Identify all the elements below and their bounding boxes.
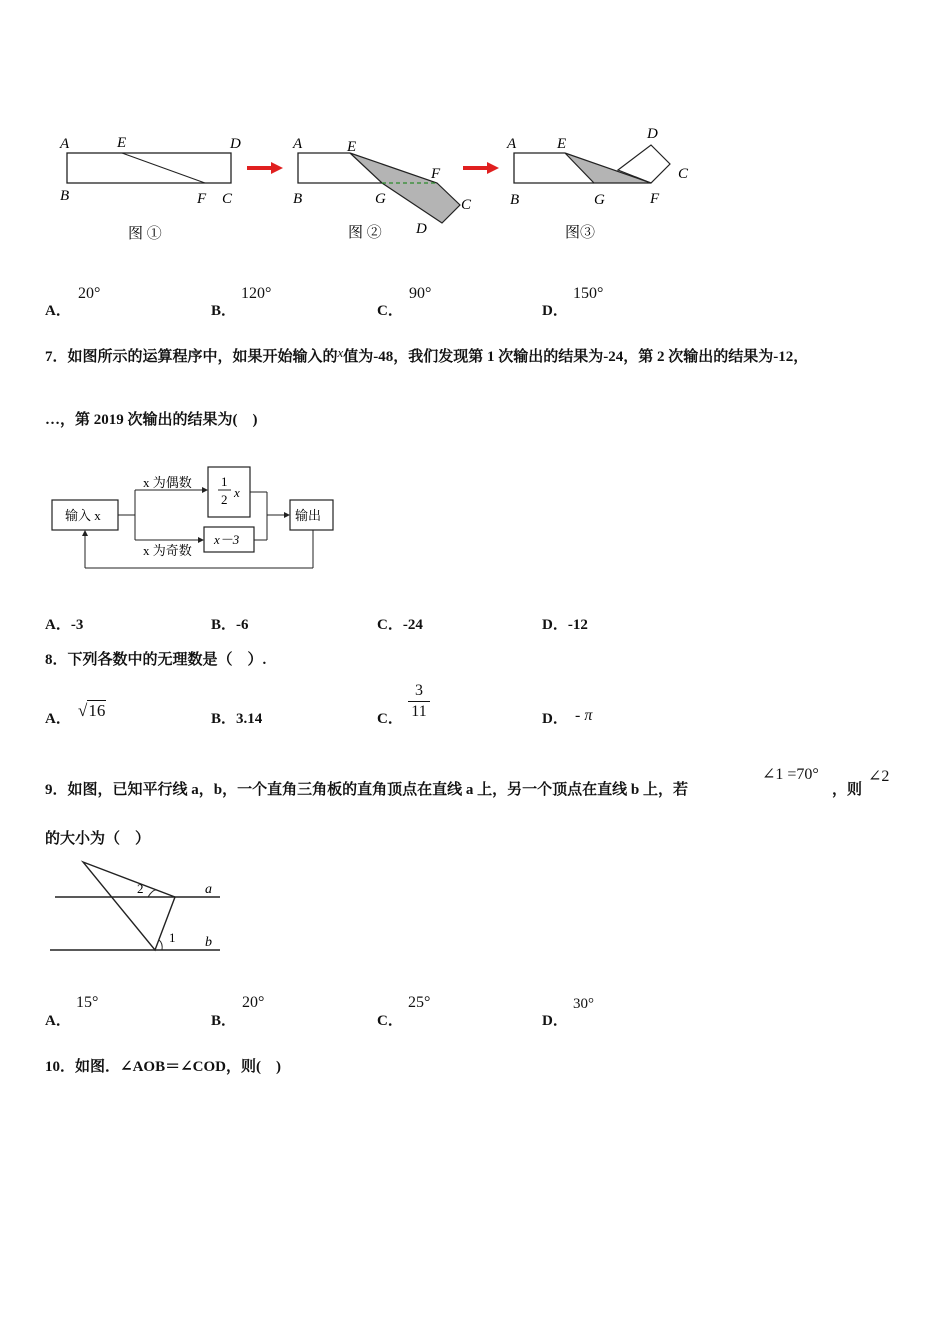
option-value: -24 — [402, 617, 423, 633]
fold-figure-2 — [292, 136, 472, 241]
q6-option-b-value: 120° — [241, 285, 272, 302]
radical-icon: √ — [78, 701, 88, 720]
fold-figure-1 — [59, 135, 241, 242]
option-letter: D． — [542, 303, 568, 319]
fraction-denominator: 11 — [408, 701, 430, 722]
q9-stem-line1: 9．如图，已知平行线 a，b，一个直角三角板的直角顶点在直线 a 上，另一个顶点在直线 b 上，若 — [45, 782, 688, 798]
label-B: B — [60, 188, 70, 204]
q6-option-a-value: 20° — [78, 285, 101, 302]
q8-stem: 8．下列各数中的无理数是（ ）. — [45, 652, 267, 668]
label-D: D — [230, 136, 241, 152]
option-letter: B． — [211, 303, 237, 319]
q6-option-d-value: 150° — [573, 285, 604, 302]
q10-stem: 10．如图．∠AOB＝∠COD，则( ) — [45, 1059, 281, 1075]
q7-option-d[interactable]: D．-12 — [542, 617, 588, 633]
fold-figure-3 — [506, 126, 689, 241]
label-B: B — [293, 191, 303, 207]
q8-option-c[interactable]: C． — [377, 711, 403, 727]
q8-option-a-value: √16 — [78, 701, 106, 720]
q9-option-c-value: 25° — [408, 994, 431, 1011]
label-E: E — [347, 139, 357, 155]
q9-option-c[interactable]: C． — [377, 1013, 403, 1029]
option-value: -6 — [236, 617, 249, 633]
var-x: x — [337, 345, 344, 360]
angle-2-label: 2 — [137, 881, 144, 896]
folding-rectangle-figure — [40, 118, 720, 253]
q7-stem-line2: …，第 2019 次输出的结果为( ) — [45, 412, 258, 428]
arrow-right-icon — [463, 162, 499, 174]
flow-even-label: x 为偶数 — [143, 475, 192, 490]
q9-option-a[interactable]: A． — [45, 1013, 71, 1029]
line-b-label: b — [205, 935, 212, 950]
q7-flowchart — [45, 460, 345, 575]
label-F: F — [197, 191, 207, 207]
q9-option-b-value: 20° — [242, 994, 265, 1011]
flow-minus3: x－3 — [214, 532, 240, 547]
label-A: A — [293, 136, 303, 152]
label-C: C — [222, 191, 233, 207]
label-A: A — [60, 136, 70, 152]
flow-odd-label: x 为奇数 — [143, 543, 192, 558]
flow-half-var: x — [234, 485, 240, 500]
option-value: 3.14 — [236, 711, 263, 727]
option-letter: C． — [377, 303, 403, 319]
label-A: A — [507, 136, 517, 152]
label-F: F — [431, 166, 441, 182]
q7-option-c[interactable]: C．-24 — [377, 617, 423, 633]
q6-option-c[interactable] — [377, 299, 403, 320]
line-a-label: a — [205, 882, 212, 897]
label-E: E — [557, 136, 567, 152]
q9-then: ，则 — [832, 782, 863, 798]
label-D: D — [416, 221, 427, 237]
fraction-numerator: 3 — [415, 682, 423, 699]
caption-fig2: 图 ② — [348, 225, 382, 241]
label-D: D — [647, 126, 658, 142]
arrow-right-icon — [247, 162, 283, 174]
flow-output: 输出 — [295, 508, 322, 523]
q9-angle2: ∠2 — [868, 768, 890, 785]
q8-option-c-fraction — [408, 681, 430, 722]
q9-option-a-value: 15° — [76, 994, 99, 1011]
caption-fig1: 图 ① — [128, 226, 162, 242]
label-E: E — [117, 135, 127, 151]
q6-option-a[interactable] — [45, 299, 71, 320]
caption-fig3: 图③ — [565, 225, 596, 241]
q7-stem-line1: 7．如图所示的运算程序中，如果开始输入的x值为-48，我们发现第 1 次输出的结果为-24，第 2 次输出的结果为-12， — [45, 345, 809, 365]
q6-option-b[interactable] — [211, 299, 236, 320]
label-B: B — [510, 192, 520, 208]
flow-input: 输入 x — [65, 508, 101, 523]
q8-option-a[interactable]: A． — [45, 711, 71, 727]
q9-option-b[interactable]: B． — [211, 1013, 237, 1029]
label-C: C — [678, 166, 689, 182]
label-C: C — [461, 197, 472, 213]
q9-stem-line2: 的大小为（ ） — [45, 831, 151, 847]
q9-parallel-lines-figure — [45, 855, 235, 960]
q9-condition: ∠1 =70° — [762, 766, 819, 783]
q8-option-d-value: - π — [575, 707, 593, 724]
q7-option-b[interactable]: B．-6 — [211, 617, 249, 633]
flow-half-den: 2 — [221, 492, 228, 507]
q8-option-d[interactable]: D． — [542, 711, 568, 727]
q9-option-d[interactable]: D． — [542, 1013, 568, 1029]
q6-option-c-value: 90° — [409, 285, 432, 302]
q7-option-a[interactable]: A．-3 — [45, 617, 84, 633]
angle-1-label: 1 — [169, 930, 176, 945]
label-G: G — [594, 192, 605, 208]
label-G: G — [375, 191, 386, 207]
q9-option-d-value: 30° — [573, 996, 594, 1012]
flow-half-num: 1 — [221, 474, 228, 489]
option-value: -3 — [70, 617, 84, 633]
label-F: F — [650, 191, 660, 207]
option-value: -12 — [567, 617, 588, 633]
q8-option-b[interactable]: B．3.14 — [211, 711, 263, 727]
option-letter: A． — [45, 303, 71, 319]
q6-option-d[interactable] — [542, 299, 568, 320]
